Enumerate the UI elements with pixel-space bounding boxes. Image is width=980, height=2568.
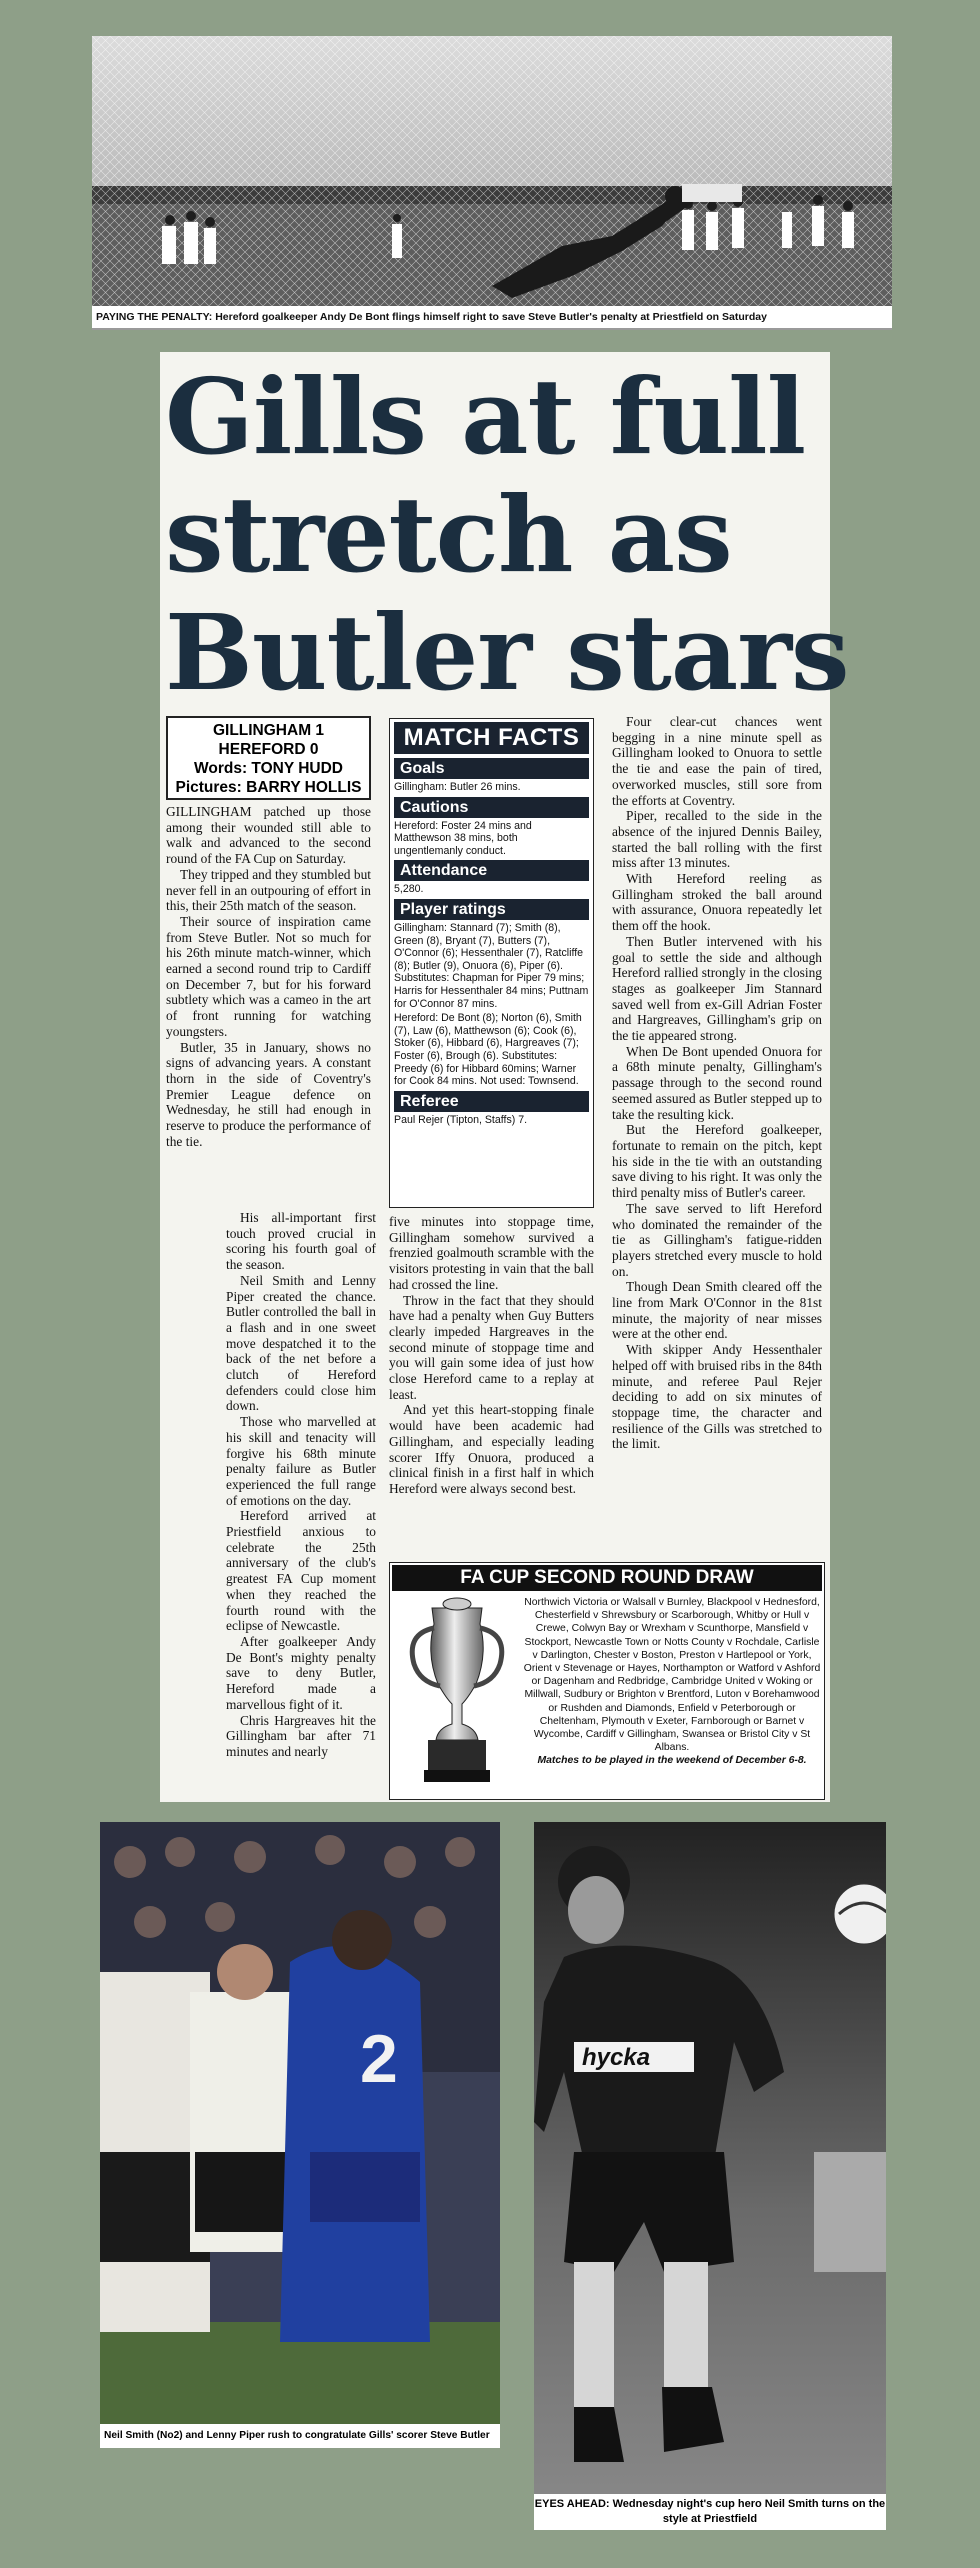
- cautions-heading: Cautions: [394, 797, 589, 818]
- attendance-text: 5,280.: [394, 883, 424, 896]
- match-facts-title: MATCH FACTS: [394, 722, 589, 754]
- left-photo-caption: Neil Smith (No2) and Lenny Piper rush to congratulate Gills' scorer Steve Butler: [100, 2424, 500, 2448]
- paragraph: When De Bont upended Onuora for a 68th minute penalty, Gillingham's passage through to the second round seemed assured as Butler stepped up to take the resulting kick.: [612, 1043, 822, 1122]
- goals-heading: Goals: [394, 758, 589, 779]
- paragraph: Butler, 35 in January, shows no signs of advancing years. A constant thorn in the side of Coventry's Premier League defence on Wednesday, he still had enough in reserve to produce the performance of the tie.: [166, 1039, 371, 1149]
- ratings-hereford: Hereford: De Bont (8); Norton (6), Smith (7), Law (6), Matthewson (6); Cook (6), Stoker (6), Hibbard (6), Hargreaves (7); Foster (6), Brough (6). Substitutes: Preedy (6) for Hibbard 60mins; Warner for Cook 84 mins. Not used: Townsend.: [394, 1012, 582, 1088]
- paragraph: Hereford arrived at Priestfield anxious to celebrate the 25th anniversary of the club's greatest FA Cup moment when they reached the fourth round with the eclipse of Newcastle.: [226, 1508, 376, 1634]
- referee-text: Paul Rejer (Tipton, Staffs) 7.: [394, 1113, 528, 1126]
- column-2-bottom: [389, 1214, 594, 1497]
- headline: [165, 355, 849, 714]
- score-away: HEREFORD 0: [218, 741, 319, 758]
- paragraph: Though Dean Smith cleared off the line from Mark O'Connor in the 81st minute, the majority of near misses were at the other end.: [612, 1279, 822, 1342]
- headline-line-2: stretch as: [165, 473, 732, 596]
- ratings-gillingham: Gillingham: Stannard (7); Smith (8), Green (8), Bryant (7), Butters (7), O'Connor (6); Hessenthaler (7), Ratcliffe (8); Butler (9), Onuora (6), Piper (6). Substitutes: Chapman for Piper 79 mins; Harris for Hessenthaler 84 mins; Puttnam for O'Connor 87 mins.: [394, 921, 589, 1010]
- column-1-bottom: [226, 1210, 376, 1760]
- paragraph: Neil Smith and Lenny Piper created the chance. Butler controlled the ball in a flash and in one sweet move despatched it to the back of the net before a clutch of Hereford defenders could close him down.: [226, 1272, 376, 1414]
- paragraph: But the Hereford goalkeeper, fortunate to remain on the pitch, kept his side in the tie with an outstanding save diving to his right. It was only the third penalty miss of Butler's career.: [612, 1122, 822, 1201]
- headline-line-3: Butler stars: [165, 591, 849, 714]
- paragraph: His all-important first touch proved crucial in scoring his fourth goal of the season.: [226, 1210, 376, 1273]
- paragraph: Chris Hargreaves hit the Gillingham bar after 71 minutes and nearly: [226, 1712, 376, 1759]
- shirt-number: 2: [360, 2021, 398, 2097]
- goals-text: Gillingham: Butler 26 mins.: [394, 781, 521, 793]
- fixtures-list: Northwich Victoria or Walsall v Burnley, Blackpool v Hednesford, Chesterfield v Shrewsbury or Scarborough, Whitby or Hull v Crewe, Colwyn Bay or Wrexham v Scunthorpe, Mansfield v Stockport, Newcastle Town or Notts County v Rochdale, Carlisle v Darlington, Chester v Boston, Preston v Hartlepool or York, Orient v Stevenage or Hayes, Northampton or Watford v Ashford or Dagenham and Redbridge, Cambridge United v Woking or Millwall, Sudbury or Brighton v Brentford, Luton v Borehamwood or Rushden and Diamonds, Enfield v Peterborough or Cheltenham, Plymouth v Exeter, Farnborough or Barnet v Wycombe, Cardiff v Gillingham, Swansea or Bristol City v St Albans.: [523, 1597, 821, 1754]
- paragraph: Their source of inspiration came from Steve Butler. Not so much for his 26th minute match-winner, which earned a second round trip to Cardiff on December 7, but for his forward subtlety which was a cameo in the art of front running for watching youngsters.: [166, 913, 371, 1039]
- paragraph: After goalkeeper Andy De Bont's mighty penalty save to deny Butler, Hereford made a marvellous fight of it.: [226, 1633, 376, 1712]
- paragraph: They tripped and they stumbled but never fell in an outpouring of effort in this, their 25th match of the season.: [166, 866, 371, 914]
- score-home: GILLINGHAM 1: [212, 722, 325, 739]
- paragraph: Piper, recalled to the side in the absence of the injured Dennis Bailey, started the ball rolling with the first miss after 13 minutes.: [612, 808, 822, 871]
- paragraph: five minutes into stoppage time, Gillingham somehow survived a frenzied goalmouth scramble with the visitors protesting in vain that the ball had crossed the line.: [389, 1214, 594, 1292]
- celebration-photo: [100, 1822, 500, 2448]
- paragraph: Then Butler intervened with his goal to settle the side and although Hereford rallied strongly in the closing stages as goalkeeper Jim Stannard saved well from ex-Gill Adrian Foster and Hargreaves, Gillingham's grip on the tie appeared strong.: [612, 933, 822, 1044]
- right-photo-caption: EYES AHEAD: Wednesday night's cup hero Neil Smith turns on the style at Priestfield: [534, 2494, 886, 2530]
- paragraph: GILLINGHAM patched up those among their wounded still able to walk and advanced to the second round of the FA Cup on Saturday.: [166, 804, 371, 867]
- words-credit: Words: TONY HUDD: [194, 760, 343, 777]
- shirt-sponsor: hycka: [582, 2044, 651, 2071]
- penalty-save-photo: [92, 36, 892, 330]
- referee-heading: Referee: [394, 1091, 589, 1112]
- column-1-top: [166, 804, 371, 1149]
- neil-smith-photo: [534, 1822, 886, 2530]
- cautions-text: Hereford: Foster 24 mins and Matthewson 38 mins, both ungentlemanly conduct.: [394, 819, 532, 857]
- headline-line-1: Gills at full: [165, 355, 806, 478]
- pictures-credit: Pictures: BARRY HOLLIS: [175, 779, 362, 796]
- fa-cup-trophy-icon: [396, 1594, 518, 1794]
- cup-draw-fixtures: [522, 1596, 822, 1768]
- cup-draw-title: FA CUP SECOND ROUND DRAW: [392, 1565, 822, 1591]
- attendance-heading: Attendance: [394, 860, 589, 881]
- ratings-heading: Player ratings: [394, 899, 589, 920]
- fixtures-date: Matches to be played in the weekend of December 6-8.: [537, 1755, 807, 1767]
- paragraph: Four clear-cut chances went begging in a nine minute spell as Gillingham looked to Onuora to settle the tie and ease the pain of tired, overworked muscles, still sore from the efforts at Coventry.: [612, 714, 822, 808]
- paragraph: The save served to lift Hereford who dominated the remainder of the tie as Gillingham's fatigue-ridden players stretched every muscle to hold on.: [612, 1200, 822, 1279]
- paragraph: With Hereford reeling as Gillingham stroked the ball around with assurance, Onuora repeatedly let them off the hook.: [612, 871, 822, 934]
- paragraph: With skipper Andy Hessenthaler helped off with bruised ribs in the 84th minute, and referee Paul Rejer deciding to add on six minutes of stoppage time, the character and resilience of the Gills was stretched to the limit.: [612, 1342, 822, 1452]
- byline-box: [166, 716, 371, 800]
- paragraph: Throw in the fact that they should have had a penalty when Guy Butters clearly impeded Hargreaves in the second minute of stoppage time and you will gain some idea of just how close Hereford came to a replay at least.: [389, 1292, 594, 1402]
- match-facts-box: [389, 718, 594, 1208]
- paragraph: And yet this heart-stopping finale would have been academic had Gillingham, and especially leading scorer Iffy Onuora, produced a clinical finish in a first half in which Hereford were always second best.: [389, 1402, 594, 1496]
- top-photo-caption: PAYING THE PENALTY: Hereford goalkeeper Andy De Bont flings himself right to save Steve Butler's penalty at Priestfield on Saturday: [92, 306, 892, 328]
- column-3: [612, 714, 822, 1452]
- paragraph: Those who marvelled at his skill and tenacity will forgive his 68th minute penalty failure as Butler experienced the full range of emotions on the day.: [226, 1414, 376, 1508]
